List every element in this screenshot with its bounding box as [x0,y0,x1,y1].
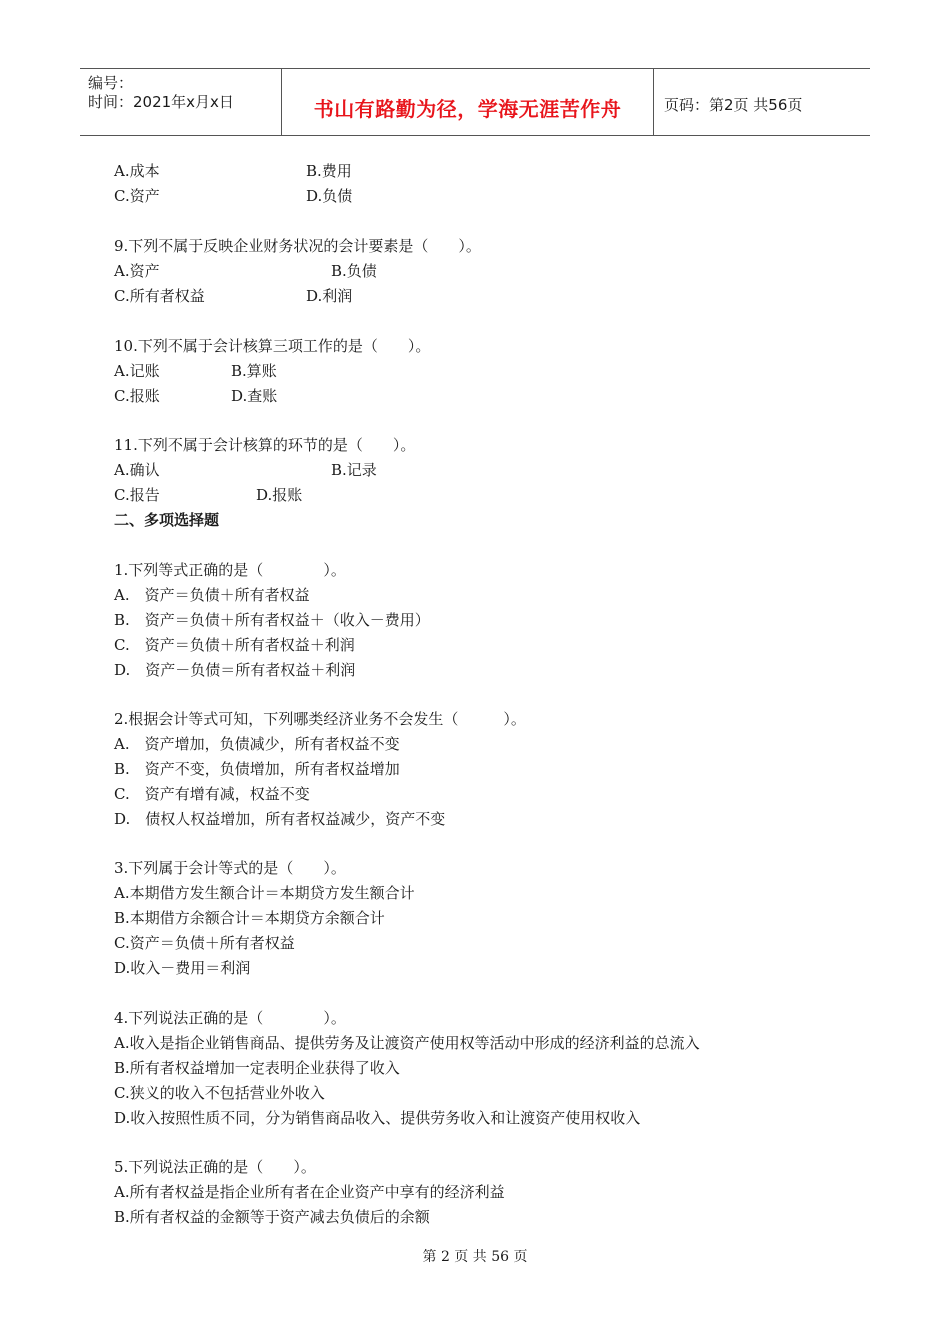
q11-option-a: A.确认 [114,461,160,479]
q9-stem: 9.下列不属于反映企业财务状况的会计要素是（ ）。 [114,237,481,255]
q8-option-b: B.费用 [306,162,352,180]
q10-stem: 10.下列不属于会计核算三项工作的是（ ）。 [114,337,431,355]
mq3-option-d: D.收入－费用＝利润 [114,959,251,977]
mq3-option-b: B.本期借方余额合计＝本期贷方余额合计 [114,909,385,927]
document-date-label: 时间：2021年x月x日 [88,93,234,111]
q8-option-c: C.资产 [114,187,160,205]
mq4-option-d: D.收入按照性质不同，分为销售商品收入、提供劳务收入和让渡资产使用权收入 [114,1109,641,1127]
q8-option-d: D.负债 [306,187,353,205]
section-title-multiple-choice: 二、多项选择题 [114,511,220,529]
q11-option-d: D.报账 [256,486,303,504]
page-footer-number: 第 2 页 共 56 页 [422,1249,528,1265]
mq1-option-c: C. 资产＝负债＋所有者权益＋利润 [114,636,355,654]
header-motto-cell [282,69,654,135]
mq1-option-d: D. 资产－负债＝所有者权益＋利润 [114,661,356,679]
header-page-cell [654,69,870,135]
header-meta-cell [80,69,282,135]
q10-option-d: D.查账 [231,387,278,405]
q9-option-b: B.负债 [331,262,377,280]
mq4-option-b: B.所有者权益增加一定表明企业获得了收入 [114,1059,400,1077]
mq2-stem: 2.根据会计等式可知，下列哪类经济业务不会发生（ ）。 [114,710,526,728]
q10-option-c: C.报账 [114,387,160,405]
mq2-option-c: C. 资产有增有减，权益不变 [114,785,310,803]
q10-option-b: B.算账 [231,362,277,380]
q10-option-a: A.记账 [114,362,160,380]
q9-option-c: C.所有者权益 [114,287,205,305]
mq1-stem: 1.下列等式正确的是（ ）。 [114,561,346,579]
mq3-stem: 3.下列属于会计等式的是（ ）。 [114,859,346,877]
mq3-option-c: C.资产＝负债＋所有者权益 [114,934,295,952]
mq5-stem: 5.下列说法正确的是（ ）。 [114,1158,316,1176]
header-page-number: 页码：第2页 共56页 [664,96,803,114]
q11-stem: 11.下列不属于会计核算的环节的是（ ）。 [114,436,416,454]
q11-option-c: C.报告 [114,486,160,504]
q8-option-a: A.成本 [114,162,160,180]
mq2-option-b: B. 资产不变，负债增加，所有者权益增加 [114,760,400,778]
mq1-option-b: B. 资产＝负债＋所有者权益＋（收入－费用） [114,611,430,629]
mq2-option-a: A. 资产增加，负债减少，所有者权益不变 [114,735,400,753]
page-header [80,68,870,136]
q9-option-a: A.资产 [114,262,160,280]
mq4-option-c: C.狭义的收入不包括营业外收入 [114,1084,325,1102]
mq4-stem: 4.下列说法正确的是（ ）。 [114,1009,346,1027]
mq3-option-a: A.本期借方发生额合计＝本期贷方发生额合计 [114,884,415,902]
mq5-option-b: B.所有者权益的金额等于资产减去负债后的余额 [114,1208,430,1226]
mq2-option-d: D. 债权人权益增加，所有者权益减少，资产不变 [114,810,446,828]
mq1-option-a: A. 资产＝负债＋所有者权益 [114,586,310,604]
q11-option-b: B.记录 [331,461,377,479]
header-motto: 书山有路勤为径，学海无涯苦作舟 [313,97,622,121]
mq4-option-a: A.收入是指企业销售商品、提供劳务及让渡资产使用权等活动中形成的经济利益的总流入 [114,1034,700,1052]
q9-option-d: D.利润 [306,287,353,305]
document-code-label: 编号： [88,74,134,92]
mq5-option-a: A.所有者权益是指企业所有者在企业资产中享有的经济利益 [114,1183,505,1201]
